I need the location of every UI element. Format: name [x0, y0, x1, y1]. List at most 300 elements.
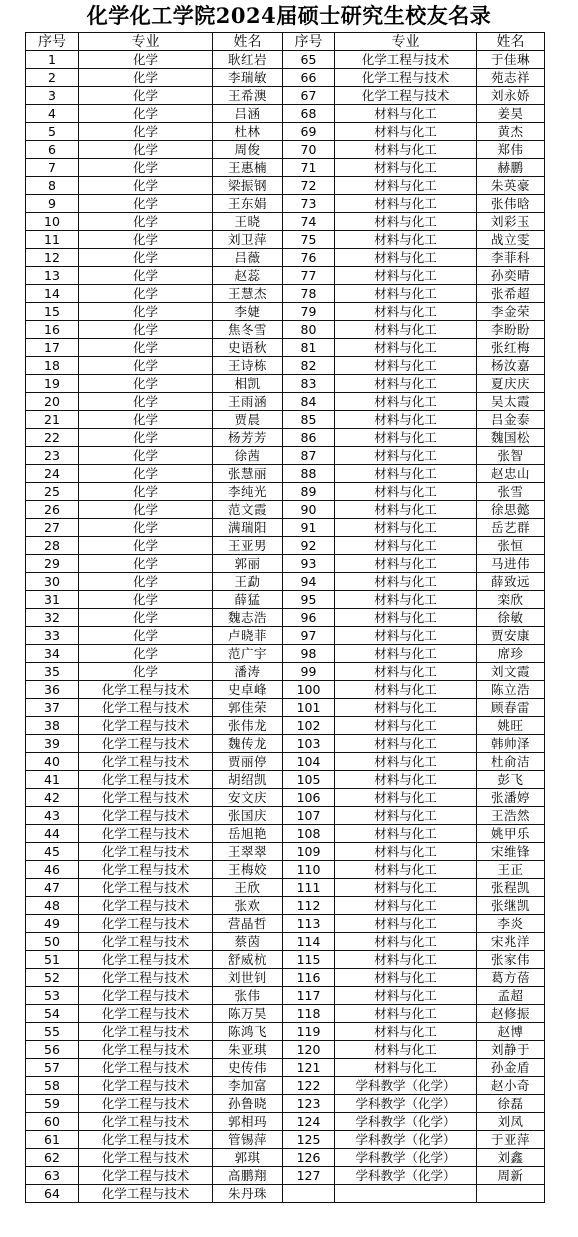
cell-major: 化学	[79, 231, 213, 249]
cell-major: 化学	[79, 177, 213, 195]
cell-index: 13	[26, 267, 79, 285]
cell-name: 刘永娇	[477, 87, 545, 105]
cell-major: 材料与化工	[335, 357, 477, 375]
cell-name: 栾欣	[477, 591, 545, 609]
cell-index: 26	[26, 501, 79, 519]
cell-major: 化学	[79, 465, 213, 483]
cell-index: 25	[26, 483, 79, 501]
cell-name: 刘鑫	[477, 1149, 545, 1167]
cell-index: 101	[283, 699, 335, 717]
cell-name: 宋兆洋	[477, 933, 545, 951]
cell-major: 材料与化工	[335, 591, 477, 609]
cell-major: 材料与化工	[335, 879, 477, 897]
cell-name: 于佳琳	[477, 51, 545, 69]
cell-name: 刘卫萍	[213, 231, 283, 249]
table-row	[26, 465, 545, 483]
cell-major: 材料与化工	[335, 681, 477, 699]
cell-index: 80	[283, 321, 335, 339]
cell-name: 王晓	[213, 213, 283, 231]
cell-name: 舒威杭	[213, 951, 283, 969]
cell-name: 史语秋	[213, 339, 283, 357]
cell-name: 岳旭艳	[213, 825, 283, 843]
cell-name: 葛方蓓	[477, 969, 545, 987]
cell-index: 94	[283, 573, 335, 591]
cell-major: 化学	[79, 321, 213, 339]
cell-index: 112	[283, 897, 335, 915]
cell-major: 材料与化工	[335, 897, 477, 915]
cell-name: 范文霞	[213, 501, 283, 519]
cell-index: 48	[26, 897, 79, 915]
cell-major: 材料与化工	[335, 843, 477, 861]
cell-major: 材料与化工	[335, 447, 477, 465]
table-row	[26, 771, 545, 789]
cell-index: 93	[283, 555, 335, 573]
cell-index: 58	[26, 1077, 79, 1095]
cell-name: 张伟龙	[213, 717, 283, 735]
cell-index: 53	[26, 987, 79, 1005]
table-row	[26, 411, 545, 429]
table-row	[26, 375, 545, 393]
cell-name: 张红梅	[477, 339, 545, 357]
table-row	[26, 969, 545, 987]
table-row	[26, 1023, 545, 1041]
cell-name: 张希超	[477, 285, 545, 303]
cell-major: 材料与化工	[335, 825, 477, 843]
cell-major: 化学工程与技术	[335, 87, 477, 105]
table-row	[26, 285, 545, 303]
cell-index: 15	[26, 303, 79, 321]
cell-name: 刘彩玉	[477, 213, 545, 231]
cell-index: 87	[283, 447, 335, 465]
header-row	[26, 33, 545, 51]
cell-name: 王欣	[213, 879, 283, 897]
cell-name: 张潘婷	[477, 789, 545, 807]
cell-name: 焦冬雪	[213, 321, 283, 339]
cell-name: 魏传龙	[213, 735, 283, 753]
header-name: 姓名	[213, 33, 283, 51]
cell-major: 化学工程与技术	[79, 771, 213, 789]
table-row	[26, 105, 545, 123]
cell-major: 化学	[79, 555, 213, 573]
cell-index: 127	[283, 1167, 335, 1185]
cell-index: 75	[283, 231, 335, 249]
cell-index: 17	[26, 339, 79, 357]
cell-name: 魏志浩	[213, 609, 283, 627]
cell-index: 22	[26, 429, 79, 447]
cell-name: 贾丽停	[213, 753, 283, 771]
cell-major: 材料与化工	[335, 1023, 477, 1041]
table-row	[26, 339, 545, 357]
cell-name: 马进伟	[477, 555, 545, 573]
cell-major: 材料与化工	[335, 141, 477, 159]
cell-name: 徐茜	[213, 447, 283, 465]
table-row	[26, 321, 545, 339]
cell-index: 115	[283, 951, 335, 969]
cell-major: 化学	[79, 627, 213, 645]
cell-index: 49	[26, 915, 79, 933]
cell-index: 21	[26, 411, 79, 429]
table-row	[26, 69, 545, 87]
cell-index: 85	[283, 411, 335, 429]
cell-name: 张继凯	[477, 897, 545, 915]
cell-index: 50	[26, 933, 79, 951]
roster-body	[26, 51, 545, 1203]
cell-major: 材料与化工	[335, 429, 477, 447]
table-row	[26, 1095, 545, 1113]
cell-name: 吕金泰	[477, 411, 545, 429]
cell-name: 史传伟	[213, 1059, 283, 1077]
cell-name: 朱丹珠	[213, 1185, 283, 1203]
cell-index: 97	[283, 627, 335, 645]
table-row	[26, 825, 545, 843]
cell-name: 赵修振	[477, 1005, 545, 1023]
cell-major: 材料与化工	[335, 717, 477, 735]
cell-index: 84	[283, 393, 335, 411]
cell-name: 王东娟	[213, 195, 283, 213]
cell-major: 材料与化工	[335, 573, 477, 591]
cell-major: 化学工程与技术	[79, 753, 213, 771]
cell-major: 材料与化工	[335, 627, 477, 645]
cell-name: 杜俞洁	[477, 753, 545, 771]
table-row	[26, 159, 545, 177]
cell-major: 材料与化工	[335, 159, 477, 177]
cell-name: 赵博	[477, 1023, 545, 1041]
cell-major: 化学工程与技术	[79, 1023, 213, 1041]
cell-name: 朱英豪	[477, 177, 545, 195]
cell-index: 86	[283, 429, 335, 447]
table-row	[26, 879, 545, 897]
cell-name: 张伟晗	[477, 195, 545, 213]
cell-major: 化学	[79, 537, 213, 555]
table-row	[26, 1167, 545, 1185]
cell-major: 化学工程与技术	[79, 879, 213, 897]
cell-major: 化学	[79, 285, 213, 303]
cell-index: 77	[283, 267, 335, 285]
cell-major: 材料与化工	[335, 555, 477, 573]
cell-major: 化学工程与技术	[79, 897, 213, 915]
cell-index: 69	[283, 123, 335, 141]
cell-index: 92	[283, 537, 335, 555]
cell-major: 材料与化工	[335, 177, 477, 195]
cell-major: 材料与化工	[335, 699, 477, 717]
cell-major: 材料与化工	[335, 105, 477, 123]
cell-index: 45	[26, 843, 79, 861]
cell-name: 郭丽	[213, 555, 283, 573]
cell-major: 化学工程与技术	[79, 915, 213, 933]
cell-major: 材料与化工	[335, 789, 477, 807]
cell-name: 赫鹏	[477, 159, 545, 177]
cell-name: 郭琪	[213, 1149, 283, 1167]
cell-name: 王慧杰	[213, 285, 283, 303]
cell-index: 103	[283, 735, 335, 753]
cell-index: 110	[283, 861, 335, 879]
cell-major: 化学工程与技术	[79, 789, 213, 807]
cell-major: 学科教学（化学）	[335, 1131, 477, 1149]
cell-index: 71	[283, 159, 335, 177]
cell-index: 30	[26, 573, 79, 591]
cell-major: 学科教学（化学）	[335, 1095, 477, 1113]
cell-index: 43	[26, 807, 79, 825]
cell-index: 119	[283, 1023, 335, 1041]
table-row	[26, 87, 545, 105]
cell-name: 张伟	[213, 987, 283, 1005]
cell-name: 张程凯	[477, 879, 545, 897]
cell-name: 王正	[477, 861, 545, 879]
cell-index: 63	[26, 1167, 79, 1185]
cell-index: 78	[283, 285, 335, 303]
cell-major: 材料与化工	[335, 249, 477, 267]
cell-index: 107	[283, 807, 335, 825]
cell-index: 4	[26, 105, 79, 123]
cell-name: 姚甲乐	[477, 825, 545, 843]
cell-name: 孙鲁晓	[213, 1095, 283, 1113]
cell-name: 杨汝嘉	[477, 357, 545, 375]
cell-index: 83	[283, 375, 335, 393]
table-row	[26, 231, 545, 249]
cell-index: 125	[283, 1131, 335, 1149]
cell-index: 35	[26, 663, 79, 681]
cell-index: 55	[26, 1023, 79, 1041]
cell-major: 化学工程与技术	[79, 699, 213, 717]
cell-name: 相凯	[213, 375, 283, 393]
cell-major: 材料与化工	[335, 645, 477, 663]
cell-major: 化学工程与技术	[79, 1167, 213, 1185]
cell-index: 20	[26, 393, 79, 411]
table-row	[26, 681, 545, 699]
cell-major: 材料与化工	[335, 501, 477, 519]
cell-major: 化学	[79, 411, 213, 429]
cell-index: 118	[283, 1005, 335, 1023]
table-row	[26, 393, 545, 411]
table-row	[26, 951, 545, 969]
table-row	[26, 861, 545, 879]
cell-name: 战立雯	[477, 231, 545, 249]
cell-name: 顾春雷	[477, 699, 545, 717]
cell-major: 化学	[79, 519, 213, 537]
cell-name: 张欢	[213, 897, 283, 915]
table-row	[26, 195, 545, 213]
cell-index: 52	[26, 969, 79, 987]
cell-major: 化学	[79, 663, 213, 681]
cell-name: 王希澳	[213, 87, 283, 105]
cell-major: 材料与化工	[335, 753, 477, 771]
cell-major: 材料与化工	[335, 231, 477, 249]
cell-name: 王勐	[213, 573, 283, 591]
cell-index: 62	[26, 1149, 79, 1167]
cell-major: 学科教学（化学）	[335, 1077, 477, 1095]
page-title: 化学化工学院2024届硕士研究生校友名录	[86, 3, 492, 28]
cell-index: 23	[26, 447, 79, 465]
cell-name: 宋维锋	[477, 843, 545, 861]
cell-index: 16	[26, 321, 79, 339]
cell-name: 陈立浩	[477, 681, 545, 699]
cell-name: 张家伟	[477, 951, 545, 969]
header-major: 专业	[79, 33, 213, 51]
cell-major: 材料与化工	[335, 735, 477, 753]
cell-name: 耿红岩	[213, 51, 283, 69]
table-row	[26, 699, 545, 717]
cell-major: 化学	[79, 645, 213, 663]
cell-major: 化学工程与技术	[79, 987, 213, 1005]
cell-major: 化学	[79, 267, 213, 285]
cell-name: 徐敏	[477, 609, 545, 627]
cell-name: 高鹏翔	[213, 1167, 283, 1185]
cell-name: 岳艺群	[477, 519, 545, 537]
cell-major: 材料与化工	[335, 609, 477, 627]
table-row	[26, 555, 545, 573]
cell-name: 彭飞	[477, 771, 545, 789]
table-row	[26, 123, 545, 141]
cell-name: 郑伟	[477, 141, 545, 159]
cell-index: 34	[26, 645, 79, 663]
cell-index: 51	[26, 951, 79, 969]
cell-major: 材料与化工	[335, 123, 477, 141]
cell-major: 化学	[79, 213, 213, 231]
cell-major: 化学工程与技术	[79, 717, 213, 735]
cell-major: 化学工程与技术	[79, 681, 213, 699]
table-row	[26, 1131, 545, 1149]
cell-index: 32	[26, 609, 79, 627]
cell-major: 材料与化工	[335, 987, 477, 1005]
header-index: 序号	[26, 33, 79, 51]
cell-name: 卢晓菲	[213, 627, 283, 645]
table-row	[26, 177, 545, 195]
cell-index: 19	[26, 375, 79, 393]
cell-name: 范广宇	[213, 645, 283, 663]
cell-index: 98	[283, 645, 335, 663]
cell-index: 79	[283, 303, 335, 321]
table-row	[26, 609, 545, 627]
cell-name: 史卓峰	[213, 681, 283, 699]
cell-major: 材料与化工	[335, 1005, 477, 1023]
cell-major: 材料与化工	[335, 915, 477, 933]
cell-index: 120	[283, 1041, 335, 1059]
cell-major: 材料与化工	[335, 375, 477, 393]
cell-index: 64	[26, 1185, 79, 1203]
cell-major: 化学	[79, 429, 213, 447]
cell-index: 126	[283, 1149, 335, 1167]
table-row	[26, 141, 545, 159]
cell-major: 学科教学（化学）	[335, 1113, 477, 1131]
cell-major: 化学	[79, 609, 213, 627]
cell-major: 化学	[79, 195, 213, 213]
cell-index: 121	[283, 1059, 335, 1077]
cell-major	[335, 1185, 477, 1203]
cell-major: 化学工程与技术	[79, 1095, 213, 1113]
table-row	[26, 1059, 545, 1077]
cell-name: 周新	[477, 1167, 545, 1185]
cell-name: 杨芳芳	[213, 429, 283, 447]
cell-name: 杜林	[213, 123, 283, 141]
cell-index: 38	[26, 717, 79, 735]
cell-index: 27	[26, 519, 79, 537]
cell-name: 刘静于	[477, 1041, 545, 1059]
cell-name: 陈鸿飞	[213, 1023, 283, 1041]
cell-major: 化学	[79, 483, 213, 501]
table-row	[26, 627, 545, 645]
cell-major: 材料与化工	[335, 285, 477, 303]
cell-name: 潘涛	[213, 663, 283, 681]
cell-index: 33	[26, 627, 79, 645]
cell-index: 60	[26, 1113, 79, 1131]
cell-index: 28	[26, 537, 79, 555]
cell-name: 王翠翠	[213, 843, 283, 861]
cell-name: 王梅姣	[213, 861, 283, 879]
cell-major: 材料与化工	[335, 303, 477, 321]
cell-major: 材料与化工	[335, 1059, 477, 1077]
cell-index: 24	[26, 465, 79, 483]
cell-name: 李婕	[213, 303, 283, 321]
table-row	[26, 987, 545, 1005]
cell-index: 12	[26, 249, 79, 267]
cell-name: 王浩然	[477, 807, 545, 825]
cell-index: 68	[283, 105, 335, 123]
cell-name: 苑志祥	[477, 69, 545, 87]
cell-name: 孙金盾	[477, 1059, 545, 1077]
cell-major: 化学	[79, 591, 213, 609]
cell-name: 张雪	[477, 483, 545, 501]
header-major: 专业	[335, 33, 477, 51]
cell-name: 李菲科	[477, 249, 545, 267]
cell-major: 材料与化工	[335, 519, 477, 537]
cell-index: 70	[283, 141, 335, 159]
cell-major: 材料与化工	[335, 1041, 477, 1059]
cell-index: 56	[26, 1041, 79, 1059]
table-row	[26, 429, 545, 447]
cell-major: 化学工程与技术	[79, 735, 213, 753]
cell-index: 123	[283, 1095, 335, 1113]
cell-major: 材料与化工	[335, 969, 477, 987]
table-row	[26, 357, 545, 375]
cell-major: 化学工程与技术	[335, 69, 477, 87]
cell-name: 赵小奇	[477, 1077, 545, 1095]
cell-index: 37	[26, 699, 79, 717]
cell-major: 化学	[79, 501, 213, 519]
table-row	[26, 663, 545, 681]
cell-major: 化学工程与技术	[79, 1149, 213, 1167]
cell-index: 6	[26, 141, 79, 159]
table-row	[26, 1041, 545, 1059]
cell-major: 化学	[79, 573, 213, 591]
cell-index: 116	[283, 969, 335, 987]
cell-name: 赵蕊	[213, 267, 283, 285]
cell-major: 材料与化工	[335, 195, 477, 213]
cell-index: 104	[283, 753, 335, 771]
cell-index: 108	[283, 825, 335, 843]
cell-index: 76	[283, 249, 335, 267]
cell-index: 89	[283, 483, 335, 501]
cell-name: 刘世钊	[213, 969, 283, 987]
cell-index: 91	[283, 519, 335, 537]
cell-index: 3	[26, 87, 79, 105]
table-row	[26, 1005, 545, 1023]
cell-name: 孟超	[477, 987, 545, 1005]
cell-index: 72	[283, 177, 335, 195]
cell-major: 材料与化工	[335, 771, 477, 789]
cell-index: 47	[26, 879, 79, 897]
cell-major: 化学工程与技术	[79, 1113, 213, 1131]
cell-name: 吕涵	[213, 105, 283, 123]
cell-name: 薛致远	[477, 573, 545, 591]
cell-major: 化学工程与技术	[79, 1041, 213, 1059]
table-row	[26, 573, 545, 591]
cell-index: 111	[283, 879, 335, 897]
cell-name: 朱亚琪	[213, 1041, 283, 1059]
cell-index: 65	[283, 51, 335, 69]
cell-major: 化学工程与技术	[79, 1185, 213, 1203]
cell-name: 贾晨	[213, 411, 283, 429]
table-row	[26, 933, 545, 951]
